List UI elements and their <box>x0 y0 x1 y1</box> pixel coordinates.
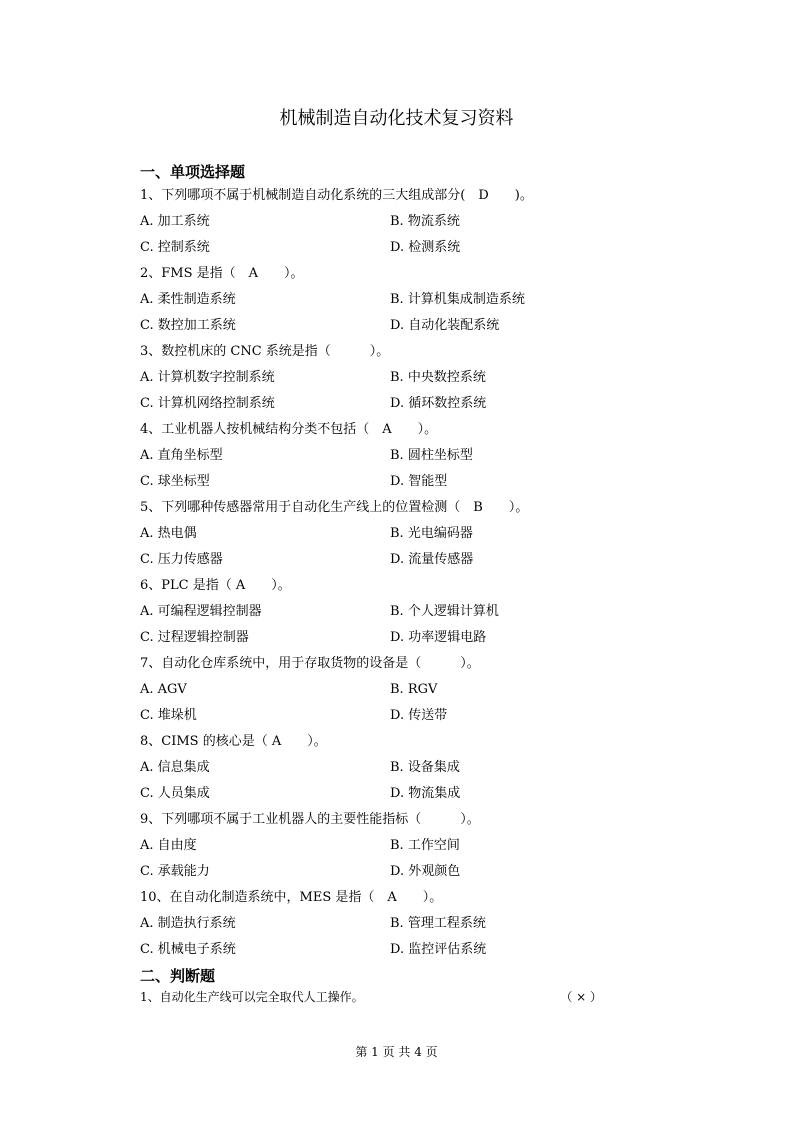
question-text: 3、数控机床的 CNC 系统是指（ ）。 <box>140 344 390 359</box>
option: D. 物流集成 <box>390 786 461 801</box>
option-row <box>140 391 620 417</box>
option: A. 加工系统 <box>140 214 210 229</box>
option: B. 个人逻辑计算机 <box>390 604 499 619</box>
option-row <box>140 443 620 469</box>
option: C. 球坐标型 <box>140 474 210 489</box>
option: B. 计算机集成制造系统 <box>390 292 525 307</box>
option: C. 压力传感器 <box>140 552 223 567</box>
option-row <box>140 677 620 703</box>
option-row <box>140 521 620 547</box>
option-row <box>140 833 620 859</box>
question-text: 6、PLC 是指（ A ）。 <box>140 578 291 593</box>
option: A. 可编程逻辑控制器 <box>140 604 262 619</box>
option-row <box>140 599 620 625</box>
option-row <box>140 313 620 339</box>
option: A. 计算机数字控制系统 <box>140 370 275 385</box>
option: D. 检测系统 <box>390 240 461 255</box>
option: A. 柔性制造系统 <box>140 292 236 307</box>
question-text: 10、在自动化制造系统中，MES 是指（ A ）。 <box>140 890 443 905</box>
option: D. 外观颜色 <box>390 864 461 879</box>
option: C. 人员集成 <box>140 786 210 801</box>
option: D. 传送带 <box>390 708 448 723</box>
option: B. 管理工程系统 <box>390 916 486 931</box>
option: C. 堆垛机 <box>140 708 197 723</box>
option: B. 设备集成 <box>390 760 460 775</box>
judge-question: 1、自动化生产线可以完全取代人工操作。 <box>140 990 364 1004</box>
page-footer: 第 1 页 共 4 页 <box>355 1045 438 1059</box>
section-heading-single-choice: 一、单项选择题 <box>140 163 246 181</box>
option: B. 光电编码器 <box>390 526 473 541</box>
document-title: 机械制造自动化技术复习资料 <box>279 108 514 129</box>
option: C. 机械电子系统 <box>140 942 236 957</box>
question-text: 5、下列哪种传感器常用于自动化生产线上的位置检测（ B ）。 <box>140 500 529 515</box>
option: C. 计算机网络控制系统 <box>140 396 275 411</box>
option-row <box>140 859 620 885</box>
option-row <box>140 625 620 651</box>
option-row <box>140 469 620 495</box>
option: A. AGV <box>140 682 187 697</box>
question-text: 2、FMS 是指（ A ）。 <box>140 266 304 281</box>
option: D. 功率逻辑电路 <box>390 630 487 645</box>
option-row <box>140 235 620 261</box>
option: A. 制造执行系统 <box>140 916 236 931</box>
option-row <box>140 937 620 963</box>
option-row <box>140 911 620 937</box>
section-heading-true-false: 二、判断题 <box>140 967 216 985</box>
option: A. 自由度 <box>140 838 197 853</box>
question-text: 1、下列哪项不属于机械制造自动化系统的三大组成部分( D )。 <box>140 188 533 203</box>
question-text: 7、自动化仓库系统中，用于存取货物的设备是（ ）。 <box>140 656 480 671</box>
option: D. 流量传感器 <box>390 552 474 567</box>
option: C. 承载能力 <box>140 864 210 879</box>
option: D. 监控评估系统 <box>390 942 487 957</box>
option: C. 过程逻辑控制器 <box>140 630 249 645</box>
option: B. 工作空间 <box>390 838 460 853</box>
option-row <box>140 365 620 391</box>
option-row <box>140 287 620 313</box>
judge-answer: （ × ） <box>560 990 602 1004</box>
question-text: 9、下列哪项不属于工业机器人的主要性能指标（ ）。 <box>140 812 480 827</box>
option-row <box>140 755 620 781</box>
option: D. 自动化装配系统 <box>390 318 500 333</box>
question-text: 8、CIMS 的核心是（ A ）。 <box>140 734 327 749</box>
option: C. 数控加工系统 <box>140 318 236 333</box>
option: B. RGV <box>390 682 438 697</box>
option: B. 物流系统 <box>390 214 460 229</box>
option-row <box>140 209 620 235</box>
question-list <box>140 183 620 963</box>
judge-item <box>140 988 602 1006</box>
option-row <box>140 547 620 573</box>
option: B. 圆柱坐标型 <box>390 448 473 463</box>
option: A. 信息集成 <box>140 760 210 775</box>
option-row <box>140 781 620 807</box>
option-row <box>140 703 620 729</box>
option: A. 热电偶 <box>140 526 197 541</box>
option: D. 智能型 <box>390 474 448 489</box>
question-text: 4、工业机器人按机械结构分类不包括（ A ）。 <box>140 422 438 437</box>
option: A. 直角坐标型 <box>140 448 223 463</box>
option: C. 控制系统 <box>140 240 210 255</box>
option: B. 中央数控系统 <box>390 370 486 385</box>
option: D. 循环数控系统 <box>390 396 487 411</box>
